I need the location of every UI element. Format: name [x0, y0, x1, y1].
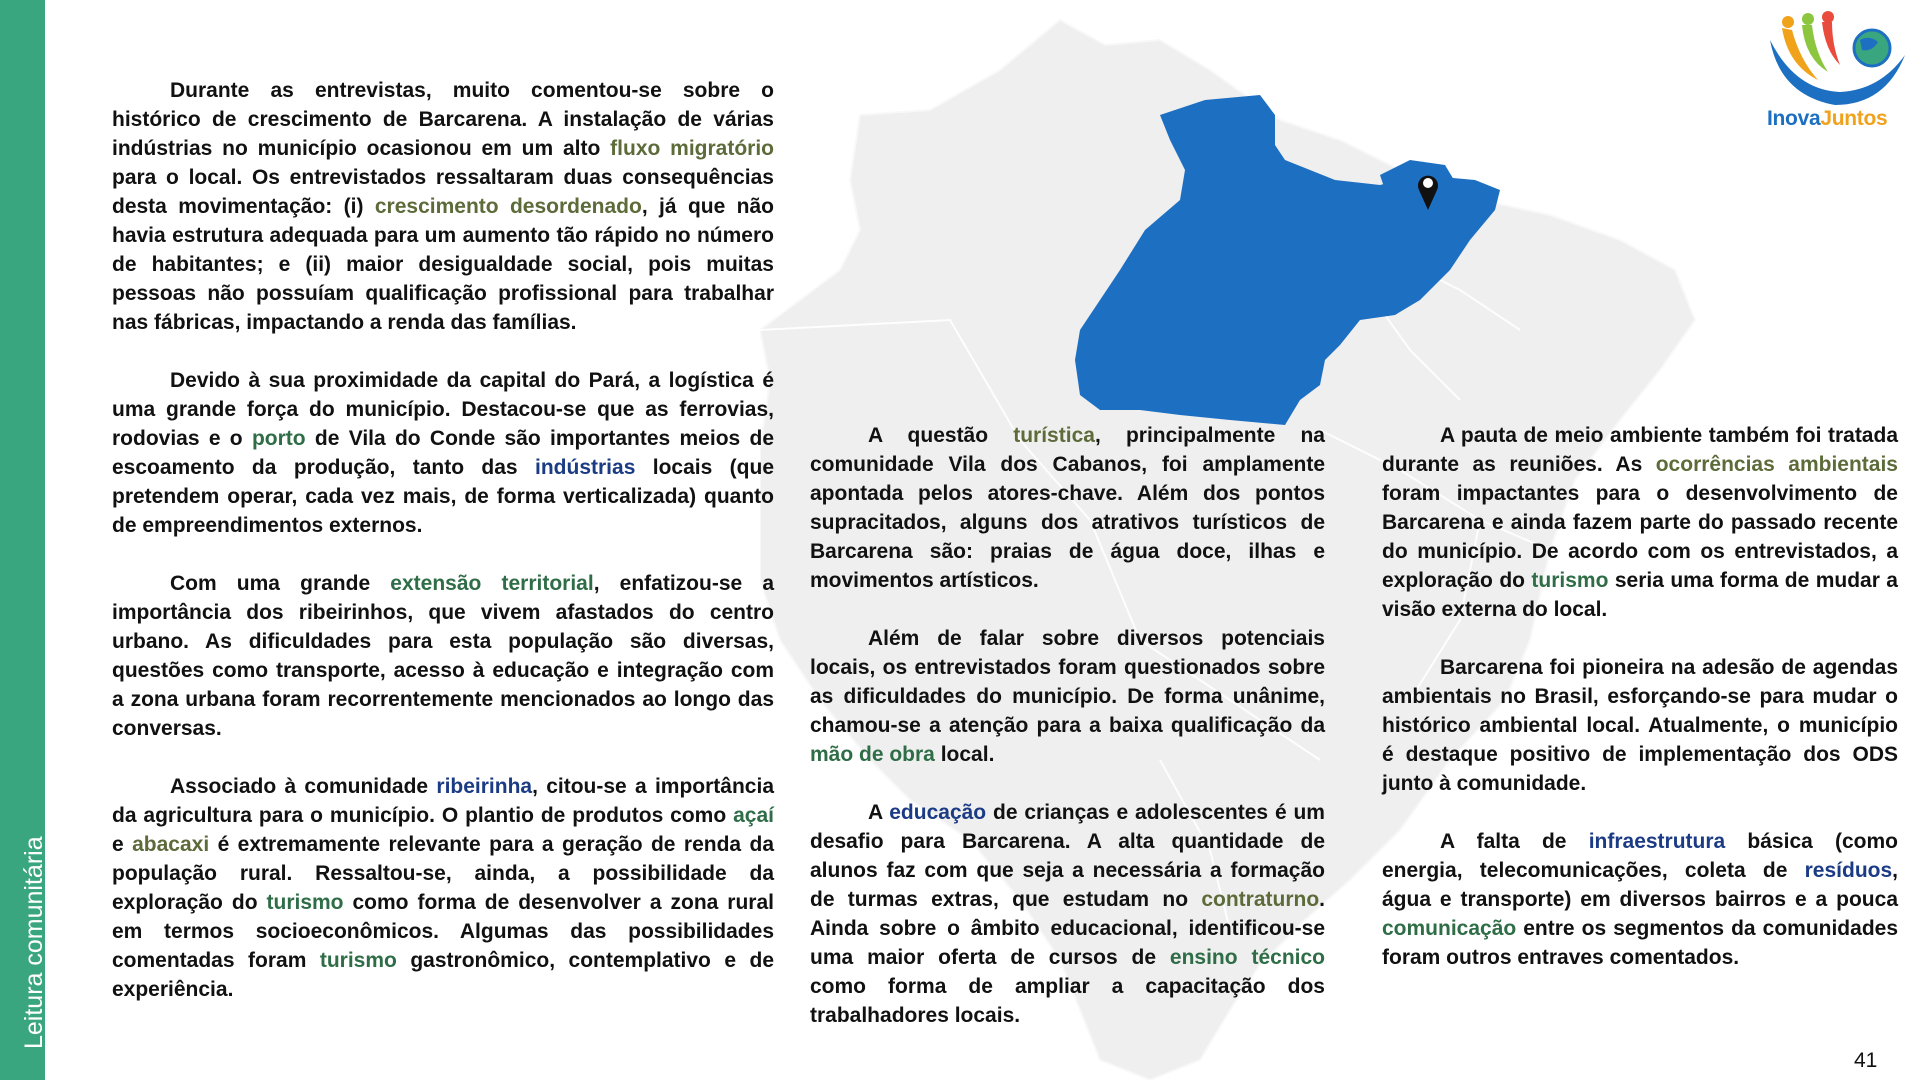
- keyword: açaí: [733, 804, 774, 827]
- text-column-middle: [810, 421, 1325, 1030]
- paragraph-environmental-agendas: Barcarena foi pioneira na adesão de agendas ambientais no Brasil, esforçando-se para mudar o histórico ambiental local. Atualmente, o município é destaque positivo de implementação dos ODS junto à comunidade.: [1382, 656, 1898, 795]
- sidebar-title: Leitura comunitária: [20, 836, 48, 1049]
- paragraph-growth-history: Durante as entrevistas, muito comentou-se sobre o histórico de crescimento de Barcarena. A instalação de várias indústrias no município ocasionou em um alto fluxo migratório para o local. Os entrevistados ressaltaram duas consequências desta movimentação: (i) crescimento desordenado, já que não havia estrutura adequada para um aumento tão rápido no número de habitantes; e (ii) maior desigualdade social, pois muitas pessoas não possuíam qualificação profissional para trabalhar nas fábricas, impactando a renda das famílias.: [112, 79, 775, 334]
- keyword: ocorrências ambientais: [1655, 453, 1898, 476]
- keyword: turismo: [1531, 569, 1609, 592]
- text-column-left: [112, 76, 774, 1004]
- paragraph-agriculture: Associado à comunidade ribeirinha, citou-se a importância da agricultura para o município. O plantio de produtos como açaí e abacaxi é extremamente relevante para a geração de renda da população rural. Ressaltou-se, ainda, a possibilidade da exploração do turismo como forma de desenvolver a zona rural em termos socioeconômicos. Algumas das possibilidades comentadas foram turismo gastronômico, contemplativo e de experiência.: [112, 775, 775, 1001]
- keyword: extensão territorial: [390, 572, 594, 595]
- keyword: resíduos: [1804, 859, 1893, 882]
- keyword: abacaxi: [132, 833, 210, 856]
- keyword: fluxo migratório: [610, 137, 775, 160]
- keyword: porto: [251, 427, 306, 450]
- logo-wordmark: InovaJuntos: [1767, 107, 1888, 130]
- keyword: crescimento desordenado: [374, 195, 642, 218]
- paragraph-workforce: Além de falar sobre diversos potenciais locais, os entrevistados foram questionados sobre as dificuldades do município. De forma unânime, chamou-se a atenção para a baixa qualificação da mão de obra local.: [810, 627, 1325, 766]
- keyword: comunicação: [1382, 917, 1517, 940]
- keyword: ribeirinha: [436, 775, 533, 798]
- keyword: turismo: [319, 949, 397, 972]
- keyword: ensino técnico: [1169, 946, 1325, 969]
- keyword: turística: [1013, 424, 1095, 447]
- paragraph-logistics: Devido à sua proximidade da capital do Pará, a logística é uma grande força do município. Destacou-se que as ferrovias, rodovias e o porto de Vila do Conde são importantes meios de escoamento da produção, tanto das indústrias locais (que pretendem operar, cada vez mais, de forma verticalizada) quanto de empreendimentos externos.: [112, 369, 775, 537]
- text-column-right: [1382, 421, 1898, 972]
- paragraph-riverside: Com uma grande extensão territorial, enfatizou-se a importância dos ribeirinhos, que vivem afastados do centro urbano. As dificuldades para esta população são diversas, questões como transporte, acesso à educação e integração com a zona urbana foram recorrentemente mencionados ao longo das conversas.: [112, 572, 774, 740]
- paragraph-education: A educação de crianças e adolescentes é um desafio para Barcarena. A alta quantidade de alunos faz com que seja a necessária a formação de turmas extras, que estudam no contraturno. Ainda sobre o âmbito educacional, identificou-se uma maior oferta de cursos de ensino técnico como forma de ampliar a capacitação dos trabalhadores locais.: [810, 801, 1325, 1027]
- keyword: contraturno: [1201, 888, 1320, 911]
- keyword: mão de obra: [810, 743, 935, 766]
- keyword: turismo: [266, 891, 344, 914]
- keyword: indústrias: [535, 456, 636, 479]
- paragraph-infrastructure: A falta de infraestrutura básica (como energia, telecomunicações, coleta de resíduos, água e transporte) em diversos bairros e a pouca comunicação entre os segmentos da comunidades foram outros entraves comentados.: [1382, 830, 1898, 969]
- paragraph-tourism: A questão turística, principalmente na comunidade Vila dos Cabanos, foi amplamente apontada pelos atores-chave. Além dos pontos supracitados, alguns dos atrativos turísticos de Barcarena são: praias de água doce, ilhas e movimentos artísticos.: [810, 424, 1325, 592]
- keyword: educação: [889, 801, 987, 824]
- page-number: 41: [1854, 1049, 1878, 1072]
- keyword: infraestrutura: [1588, 830, 1726, 853]
- paragraph-environment: A pauta de meio ambiente também foi tratada durante as reuniões. As ocorrências ambientais foram impactantes para o desenvolvimento de Barcarena e ainda fazem parte do passado recente do município. De acordo com os entrevistados, a exploração do turismo seria uma forma de mudar a visão externa do local.: [1382, 424, 1898, 621]
